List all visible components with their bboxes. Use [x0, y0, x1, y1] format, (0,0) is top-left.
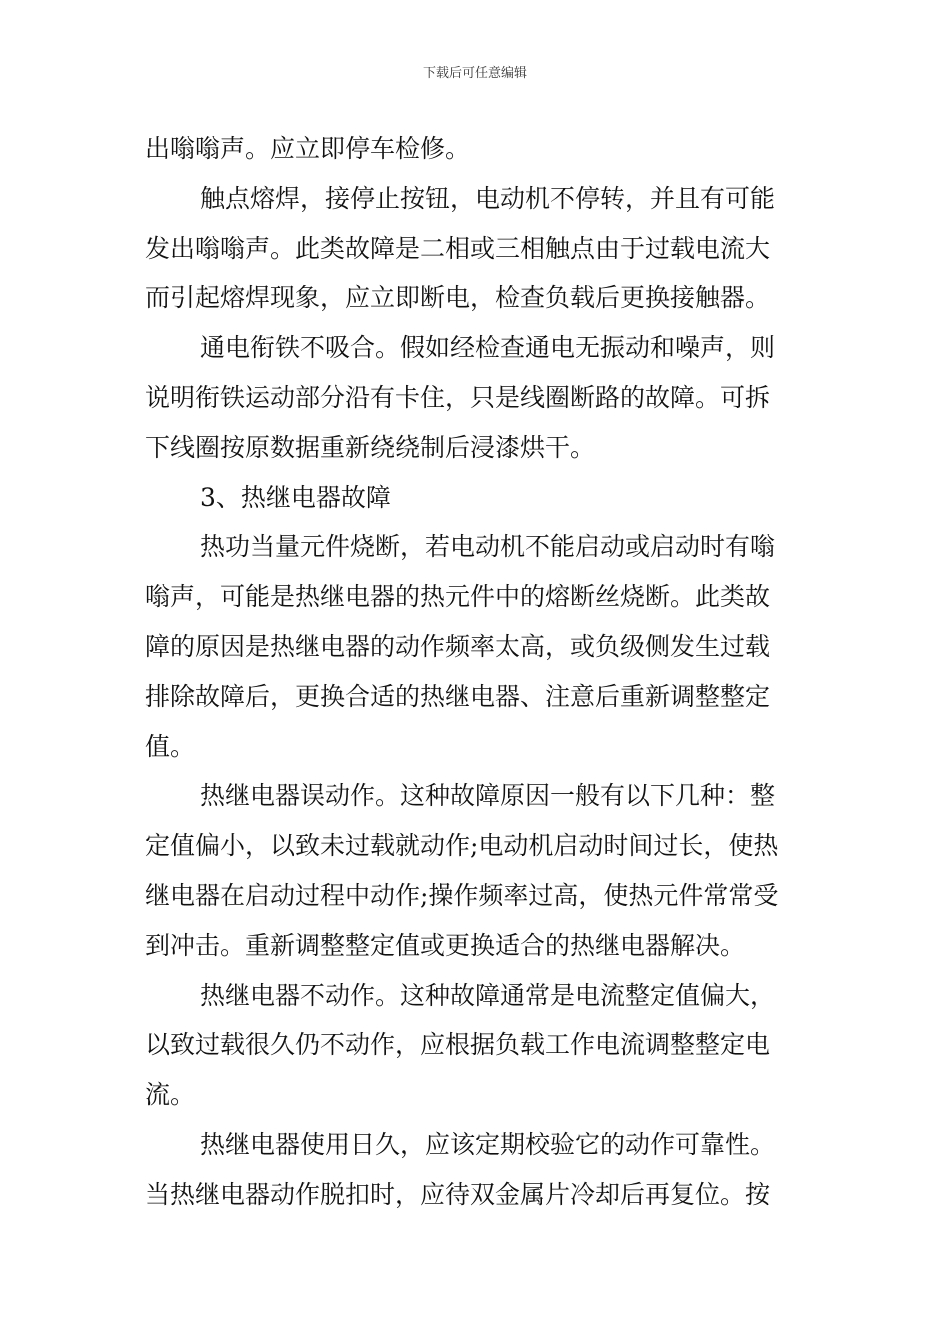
text-line: 触点熔焊，接停止按钮，电动机不停转，并且有可能	[200, 183, 776, 213]
text-line: 到冲击。重新调整整定值或更换适合的热继电器解决。	[145, 930, 746, 960]
text-line: 3、热继电器故障	[200, 482, 391, 512]
text-line: 而引起熔焊现象，应立即断电，检查负载后更换接触器。	[145, 283, 771, 313]
text-line: 嗡声，可能是热继电器的热元件中的熔断丝烧断。此类故	[145, 582, 771, 612]
text-line: 流。	[145, 1080, 196, 1110]
page-header: 下载后可任意编辑	[422, 66, 527, 81]
text-line: 热继电器误动作。这种故障原因一般有以下几种：整	[200, 781, 776, 811]
text-line: 热功当量元件烧断，若电动机不能启动或启动时有嗡	[200, 532, 776, 562]
text-line: 热继电器不动作。这种故障通常是电流整定值偏大，	[200, 980, 776, 1010]
text-line: 通电衔铁不吸合。假如经检查通电无振动和噪声，则	[200, 333, 776, 363]
text-line: 值。	[145, 731, 196, 761]
text-line: 下线圈按原数据重新绕绕制后浸漆烘干。	[145, 432, 596, 462]
text-line: 定值偏小，以致未过载就动作;电动机启动时间过长，使热	[145, 831, 779, 861]
text-line: 当热继电器动作脱扣时，应待双金属片冷却后再复位。按	[145, 1179, 771, 1209]
text-line: 说明衔铁运动部分沿有卡住，只是线圈断路的故障。可拆	[145, 382, 771, 412]
text-line: 出嗡嗡声。应立即停车检修。	[145, 134, 471, 163]
text-line: 发出嗡嗡声。此类故障是二相或三相触点由于过载电流大	[145, 233, 771, 263]
document-body	[145, 124, 810, 1220]
text-line: 以致过载很久仍不动作，应根据负载工作电流调整整定电	[145, 1030, 771, 1060]
text-line: 障的原因是热继电器的动作频率太高，或负级侧发生过载	[145, 631, 771, 661]
text-line: 热继电器使用日久，应该定期校验它的动作可靠性。	[200, 1129, 776, 1159]
text-line: 排除故障后，更换合适的热继电器、注意后重新调整整定	[145, 681, 771, 711]
text-line: 继电器在启动过程中动作;操作频率过高，使热元件常常受	[145, 880, 779, 910]
